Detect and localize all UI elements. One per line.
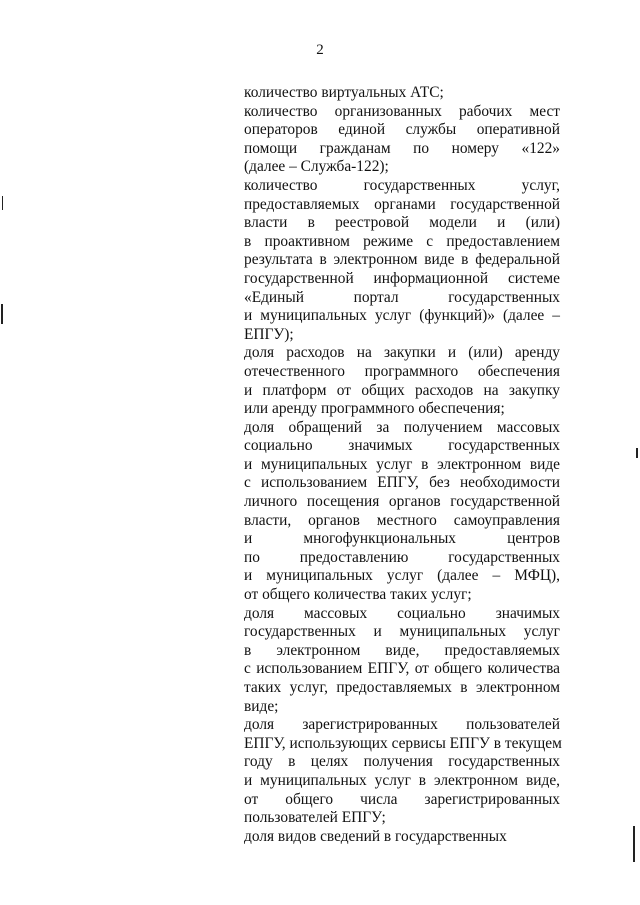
text-line: от общего числа зарегистрированных — [244, 790, 560, 808]
paragraph — [244, 103, 560, 177]
text-line: помощи гражданам по номеру «122» — [244, 139, 560, 157]
text-line: доля зарегистрированных пользователей — [244, 716, 560, 734]
text-line: пользователей ЕПГУ; — [244, 809, 386, 827]
text-line: по предоставлению государственных — [244, 548, 560, 566]
text-line: «Единый портал государственных — [244, 288, 560, 306]
text-line: социально значимых государственных — [244, 437, 560, 455]
text-line: от общего количества таких услуг; — [244, 586, 472, 604]
text-line: операторов единой службы оперативной — [244, 121, 560, 139]
paragraph — [244, 84, 560, 103]
text-line: государственной информационной системе — [244, 269, 560, 287]
text-line: и муниципальных услуг (функций)» (далее – — [244, 307, 560, 325]
scan-mark-left-2 — [1, 304, 3, 324]
text-line: количество организованных рабочих мест — [244, 102, 560, 120]
document-body — [244, 84, 560, 846]
text-line: власти в реестровой модели и (или) — [244, 214, 560, 232]
text-line: и платформ от общих расходов на закупку — [244, 381, 560, 399]
text-line: и муниципальных услуг в электронном виде, — [244, 771, 560, 789]
text-line: доля массовых социально значимых — [244, 604, 560, 622]
text-line: доля обращений за получением массовых — [244, 418, 560, 436]
paragraph — [244, 419, 560, 605]
text-line: и муниципальных услуг (далее – МФЦ), — [244, 567, 560, 585]
text-line: личного посещения органов государственной — [244, 493, 560, 511]
text-line: году в целях получения государственных — [244, 753, 560, 771]
text-line: власти, органов местного самоуправления — [244, 511, 560, 529]
text-line: с использованием ЕПГУ, от общего количества — [244, 660, 560, 678]
paragraph — [244, 716, 560, 828]
text-line: ЕПГУ, использующих сервисы ЕПГУ в текущем — [244, 734, 562, 752]
paragraph — [244, 344, 560, 418]
text-line: доля расходов на закупки и (или) аренду — [244, 344, 560, 362]
page-number: 2 — [316, 42, 324, 58]
text-line: (далее – Служба-122); — [244, 158, 389, 176]
text-line: и многофункциональных центров — [244, 530, 560, 548]
text-line: или аренду программного обеспечения; — [244, 400, 505, 418]
text-line: ЕПГУ); — [244, 325, 294, 343]
text-line: государственных и муниципальных услуг — [244, 623, 560, 641]
text-line: и муниципальных услуг в электронном виде — [244, 455, 560, 473]
text-line: в проактивном режиме с предоставлением — [244, 232, 560, 250]
text-line: предоставляемых органами государственной — [244, 195, 560, 213]
text-line: таких услуг, предоставляемых в электронном — [244, 679, 560, 696]
text-line: виде; — [244, 697, 279, 715]
paragraph — [244, 828, 560, 847]
scan-mark-right-2 — [633, 826, 635, 862]
paragraph — [244, 177, 560, 344]
text-line: с использованием ЕПГУ, без необходимости — [244, 474, 560, 492]
text-line: в электронном виде, предоставляемых — [244, 641, 560, 659]
text-line: количество виртуальных АТС; — [244, 84, 444, 101]
text-line: количество государственных услуг, — [244, 176, 560, 194]
paragraph — [244, 605, 560, 717]
text-line: доля видов сведений в государственных — [244, 827, 507, 845]
scan-mark-right-1 — [636, 448, 638, 458]
text-line: результата в электронном виде в федеральной — [244, 251, 560, 269]
text-line: отечественного программного обеспечения — [244, 362, 560, 380]
scan-mark-left-1 — [2, 196, 3, 210]
